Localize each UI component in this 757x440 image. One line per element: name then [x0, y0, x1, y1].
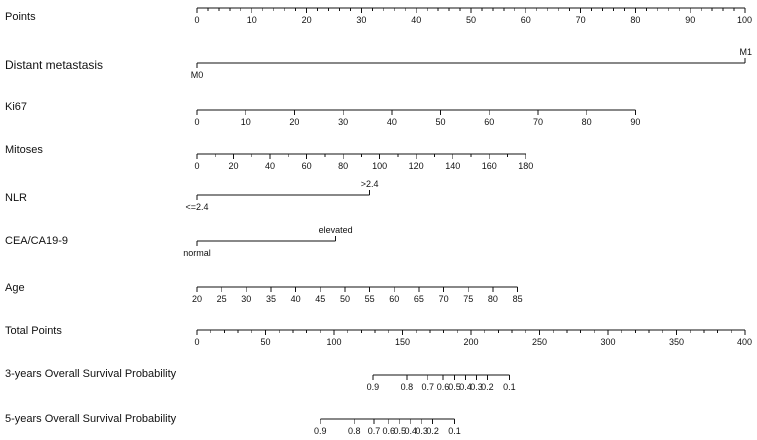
cea-ca19-9-row-label: CEA/CA19-9	[5, 235, 68, 247]
age-tick-label: 35	[265, 294, 276, 304]
survival-3y-tick-label: 0.9	[366, 382, 380, 392]
survival-3y-tick-label: 0.1	[503, 382, 516, 392]
points-tick-label: 50	[465, 15, 477, 25]
survival-3y-tick-label: 0.6	[436, 382, 450, 392]
total-points-tick-label: 400	[736, 337, 752, 347]
distant-metastasis-tick-label: M1	[739, 47, 752, 57]
survival-5y-tick-label: 0.4	[404, 426, 417, 436]
mitoses-tick-label: 40	[265, 161, 276, 171]
points-tick-label: 80	[630, 15, 641, 25]
ki67-tick-label: 50	[435, 117, 446, 127]
total-points-tick-label: 200	[463, 337, 479, 347]
ki67-tick-label: 20	[289, 117, 300, 127]
age-tick-label: 70	[438, 294, 449, 304]
age-tick-label: 40	[290, 294, 301, 304]
total-points-tick-label: 50	[260, 337, 271, 347]
survival-3y-row-label: 3-years Overall Survival Probability	[5, 368, 177, 380]
survival-5y-tick-label: 0.9	[314, 426, 327, 436]
age-tick-label: 75	[463, 294, 474, 304]
survival-5y-tick-label: 0.1	[448, 426, 461, 436]
survival-5y-tick-label: 0.5	[393, 426, 407, 436]
distant-metastasis-tick-label: M0	[190, 70, 204, 80]
total-points-row-label: Total Points	[5, 325, 62, 337]
mitoses-tick-label: 100	[372, 161, 388, 171]
survival-5y-tick-label: 0.8	[348, 426, 361, 436]
ki67-tick-label: 80	[581, 117, 592, 127]
cea-ca19-9-tick-label: elevated	[318, 225, 353, 235]
points-tick-label: 100	[736, 15, 752, 25]
ki67-tick-label: 30	[338, 117, 349, 127]
total-points-tick-label: 300	[600, 337, 616, 347]
ki67-tick-label: 70	[532, 117, 543, 127]
distant-metastasis-row-label: Distant metastasis	[5, 58, 104, 72]
points-tick-label: 40	[411, 15, 422, 25]
total-points-tick-label: 0	[194, 337, 200, 347]
mitoses-tick-label: 120	[408, 161, 424, 171]
survival-5y-tick-label: 0.7	[367, 426, 381, 436]
nlr-tick-label: >2.4	[360, 179, 379, 189]
ki67-tick-label: 40	[386, 117, 397, 127]
points-tick-label: 10	[246, 15, 257, 25]
total-points-tick-label: 350	[668, 337, 685, 347]
survival-3y-tick-label: 0.2	[481, 382, 494, 392]
age-tick-label: 50	[339, 294, 350, 304]
age-tick-label: 20	[191, 294, 203, 304]
survival-3y-tick-label: 0.7	[421, 382, 434, 392]
total-points-tick-label: 100	[326, 337, 342, 347]
points-tick-label: 20	[301, 15, 312, 25]
points-tick-label: 70	[575, 15, 586, 25]
age-tick-label: 85	[512, 294, 523, 304]
mitoses-tick-label: 60	[301, 161, 312, 171]
survival-5y-tick-label: 0.6	[382, 426, 396, 436]
survival-5y-tick-label: 0.3	[415, 426, 428, 436]
age-row-label: Age	[5, 282, 25, 294]
mitoses-tick-label: 140	[445, 161, 461, 171]
age-tick-label: 65	[413, 294, 424, 304]
ki67-tick-label: 10	[240, 117, 251, 127]
points-tick-label: 30	[356, 15, 367, 25]
nlr-row-label: NLR	[5, 192, 28, 204]
total-points-tick-label: 250	[531, 337, 548, 347]
mitoses-tick-label: 180	[518, 161, 534, 171]
age-tick-label: 55	[364, 294, 375, 304]
mitoses-tick-label: 0	[194, 161, 200, 171]
survival-3y-tick-label: 0.4	[459, 382, 472, 392]
points-tick-label: 0	[194, 15, 200, 25]
ki67-tick-label: 90	[630, 117, 641, 127]
ki67-tick-label: 60	[484, 117, 495, 127]
survival-5y-tick-label: 0.2	[426, 426, 439, 436]
age-tick-label: 80	[487, 294, 498, 304]
age-tick-label: 60	[389, 294, 400, 304]
age-tick-label: 45	[315, 294, 326, 304]
age-tick-label: 30	[241, 294, 252, 304]
cea-ca19-9-tick-label: normal	[183, 248, 211, 258]
survival-3y-tick-label: 0.3	[470, 382, 483, 392]
points-tick-label: 90	[685, 15, 696, 25]
points-row-label: Points	[5, 11, 36, 23]
mitoses-row-label: Mitoses	[5, 144, 43, 156]
survival-3y-tick-label: 0.5	[448, 382, 461, 392]
survival-5y-row-label: 5-years Overall Survival Probability	[5, 413, 177, 425]
ki67-row-label: Ki67	[5, 101, 28, 113]
points-tick-label: 60	[520, 15, 531, 25]
mitoses-tick-label: 160	[481, 161, 497, 171]
mitoses-tick-label: 80	[338, 161, 349, 171]
total-points-tick-label: 150	[394, 337, 411, 347]
ki67-tick-label: 0	[194, 117, 200, 127]
mitoses-tick-label: 20	[228, 161, 239, 171]
age-tick-label: 25	[216, 294, 227, 304]
nlr-tick-label: <=2.4	[185, 202, 209, 212]
survival-3y-tick-label: 0.8	[400, 382, 414, 392]
